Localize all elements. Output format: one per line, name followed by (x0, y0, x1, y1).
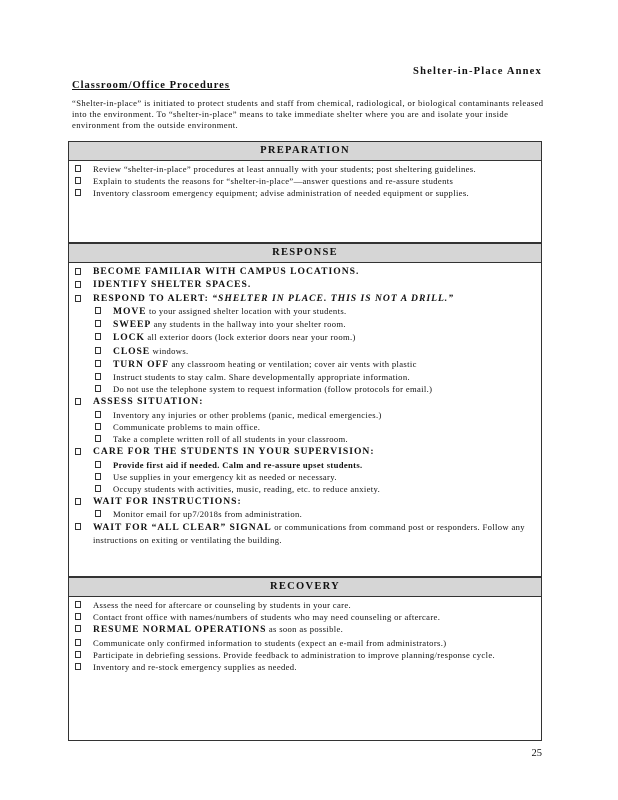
checkbox-bullet-icon (75, 448, 81, 455)
list-item: Monitor email for up7/2018s from administration. (75, 508, 535, 520)
checkbox-bullet-icon (95, 320, 101, 327)
response-heading: RESPONSE (69, 243, 541, 263)
checkbox-bullet-icon (95, 473, 101, 480)
list-item: LOCK all exterior doors (lock exterior doors near your room.) (75, 331, 535, 344)
list-item: WAIT FOR “ALL CLEAR” SIGNAL or communications from command post or responders. Follow any instructions on exiting or ventilating the building. (75, 521, 535, 546)
checkbox-bullet-icon (75, 189, 81, 196)
list-item: IDENTIFY SHELTER SPACES. (75, 278, 535, 291)
list-item: Take a complete written roll of all students in your classroom. (75, 433, 535, 445)
checkbox-bullet-icon (95, 435, 101, 442)
checkbox-bullet-icon (75, 295, 81, 302)
list-item: Explain to students the reasons for “shelter-in-place”—answer questions and re-assure students (75, 175, 535, 187)
list-item: Occupy students with activities, music, reading, etc. to reduce anxiety. (75, 483, 535, 495)
checkbox-bullet-icon (95, 373, 101, 380)
checkbox-bullet-icon (95, 423, 101, 430)
list-item: Participate in debriefing sessions. Provide feedback to administration to improve planning/response cycle. (75, 649, 535, 661)
preparation-heading: PREPARATION (69, 142, 541, 161)
list-item: Provide first aid if needed. Calm and re-assure upset students. (75, 459, 535, 471)
list-item: TURN OFF any classroom heating or ventilation; cover air vents with plastic (75, 358, 535, 371)
list-item: Communicate only confirmed information to students (expect an e-mail from administrators.) (75, 637, 535, 649)
list-item: Review “shelter-in-place” procedures at least annually with your students; post sheltering guidelines. (75, 163, 535, 175)
list-item: Communicate problems to main office. (75, 421, 535, 433)
checkbox-bullet-icon (75, 165, 81, 172)
checkbox-bullet-icon (75, 398, 81, 405)
checkbox-bullet-icon (75, 498, 81, 505)
checkbox-bullet-icon (75, 268, 81, 275)
checkbox-bullet-icon (75, 523, 81, 530)
list-item: RESPOND TO ALERT: “SHELTER IN PLACE. THIS IS NOT A DRILL.” (75, 292, 535, 305)
checkbox-bullet-icon (75, 601, 81, 608)
checkbox-bullet-icon (75, 281, 81, 288)
checkbox-bullet-icon (95, 385, 101, 392)
list-item: RESUME NORMAL OPERATIONS as soon as possible. (75, 623, 535, 636)
list-item: BECOME FAMILIAR WITH CAMPUS LOCATIONS. (75, 265, 535, 278)
list-item: CARE FOR THE STUDENTS IN YOUR SUPERVISION: (75, 445, 535, 458)
list-item: Instruct students to stay calm. Share developmentally appropriate information. (75, 371, 535, 383)
checkbox-bullet-icon (95, 360, 101, 367)
list-item: Assess the need for aftercare or counseling by students in your care. (75, 599, 535, 611)
annex-header: Shelter-in-Place Annex (413, 66, 542, 77)
list-item: WAIT FOR INSTRUCTIONS: (75, 495, 535, 508)
checkbox-bullet-icon (95, 461, 101, 468)
list-item: Inventory and re-stock emergency supplies as needed. (75, 661, 535, 673)
checkbox-bullet-icon (75, 651, 81, 658)
list-item: ASSESS SITUATION: (75, 395, 535, 408)
recovery-box (68, 577, 542, 741)
list-item: Use supplies in your emergency kit as needed or necessary. (75, 471, 535, 483)
section-title: Classroom/Office Procedures (72, 80, 230, 91)
checkbox-bullet-icon (95, 307, 101, 314)
checkbox-bullet-icon (75, 625, 81, 632)
list-item: Inventory any injuries or other problems (panic, medical emergencies.) (75, 409, 535, 421)
preparation-box (68, 141, 542, 243)
checkbox-bullet-icon (95, 347, 101, 354)
checkbox-bullet-icon (75, 177, 81, 184)
checkbox-bullet-icon (95, 510, 101, 517)
checkbox-bullet-icon (75, 613, 81, 620)
checkbox-bullet-icon (75, 639, 81, 646)
list-item: Inventory classroom emergency equipment; advise administration of needed equipment or supplies. (75, 187, 535, 199)
page-number: 25 (531, 748, 542, 759)
checkbox-bullet-icon (75, 663, 81, 670)
checkbox-bullet-icon (95, 411, 101, 418)
recovery-heading: RECOVERY (69, 578, 541, 597)
intro-paragraph: “Shelter-in-place” is initiated to protect students and staff from chemical, radiological, or biological contaminants released into the environment. To “shelter-in-place” means to take immediate shelter where you are and isolate your inside environment from the outside environment. (72, 98, 544, 130)
list-item: SWEEP any students in the hallway into your shelter room. (75, 318, 535, 331)
checkbox-bullet-icon (95, 333, 101, 340)
list-item: Do not use the telephone system to request information (follow protocols for email.) (75, 383, 535, 395)
checkbox-bullet-icon (95, 485, 101, 492)
list-item: Contact front office with names/numbers of students who may need counseling or aftercare. (75, 611, 535, 623)
list-item: CLOSE windows. (75, 345, 535, 358)
response-box (68, 243, 542, 577)
list-item: MOVE to your assigned shelter location with your students. (75, 305, 535, 318)
